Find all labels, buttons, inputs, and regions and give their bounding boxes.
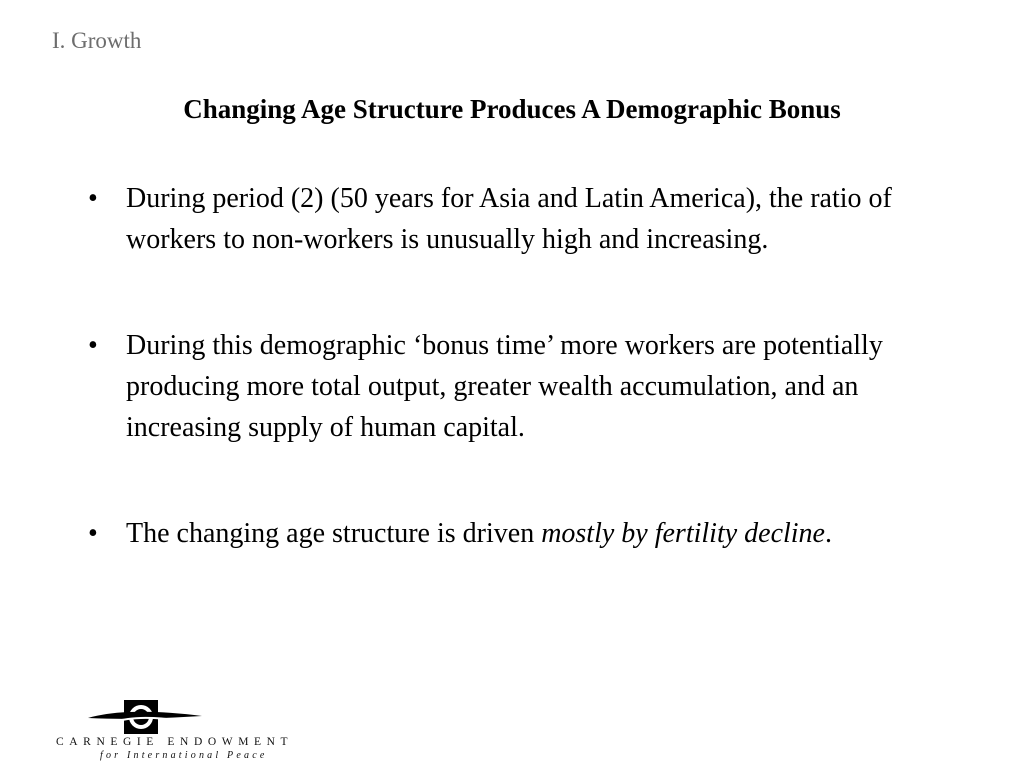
carnegie-globe-icon	[86, 696, 206, 738]
bullet-text: During this demographic ‘bonus time’ more workers are potentially producing more total output, greater wealth accumulation, and an increasing supply of human capital.	[126, 330, 883, 443]
bullet-dot: •	[88, 518, 98, 549]
bullet-dot: •	[88, 183, 98, 214]
bullet-item	[88, 178, 928, 260]
bullet-item	[88, 513, 928, 554]
slide-title: Changing Age Structure Produces A Demographic Bonus	[183, 94, 841, 124]
carnegie-logo	[56, 696, 346, 764]
bullet-item	[88, 325, 928, 448]
bullet-text: During period (2) (50 years for Asia and Latin America), the ratio of workers to non-workers is unusually high and increasing.	[126, 183, 892, 255]
bullet-emphasis: mostly by fertility decline	[541, 518, 825, 549]
bullet-suffix: .	[825, 518, 832, 549]
bullet-list	[88, 178, 928, 554]
bullet-text: The changing age structure is driven	[126, 518, 542, 549]
bullet-dot: •	[88, 330, 98, 361]
logo-name: CARNEGIE ENDOWMENT	[56, 736, 294, 748]
section-label: I. Growth	[52, 28, 142, 53]
logo-subtitle: for International Peace	[100, 750, 268, 761]
